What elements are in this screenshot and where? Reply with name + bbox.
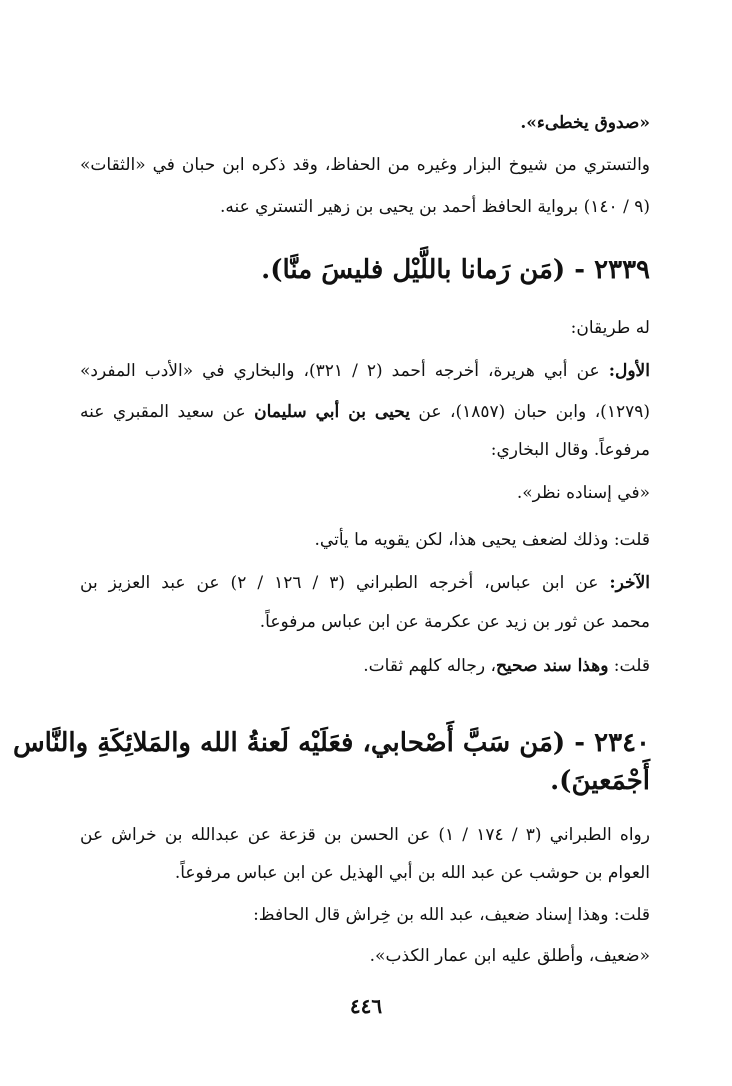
body-line: محمد عن ثور بن زيد عن عكرمة عن ابن عباس مرفوعاً. [259,612,650,632]
hadith-heading: ٢٣٣٩ - (مَن رَمانا باللَّيْل فليسَ منَّا). [261,255,650,285]
body-line: العوام بن حوشب عن عبد الله بن أبي الهذيل عن ابن عباس مرفوعاً. [174,863,650,883]
body-line: الآخر: عن ابن عباس، أخرجه الطبراني (٣ / ١٢٦ / ٢) عن عبد العزيز بن [80,573,650,593]
body-line: والتستري من شيوخ البزار وغيره من الحفاظ، وقد ذكره ابن حبان في «الثقات» [80,155,650,175]
quote-line: «صدوق يخطىء». [520,113,650,133]
body-line: قلت: وذلك لضعف يحيى هذا، لكن يقويه ما يأتي. [314,530,650,550]
verdict-phrase: وهذا سند صحيح [495,656,609,676]
body-line: رواه الطبراني (٣ / ١٧٤ / ١) عن الحسن بن قزعة عن عبدالله بن خراش عن [80,825,650,845]
quote-line: «في إسناده نظر». [516,483,650,503]
quote-line: «ضعيف، وأطلق عليه ابن عمار الكذب». [369,946,650,966]
body-line: الأول: عن أبي هريرة، أخرجه أحمد (٢ / ٣٢١)، والبخاري في «الأدب المفرد» [80,361,650,381]
body-line: (١٢٧٩)، وابن حبان (١٨٥٧)، عن يحيى بن أبي سليمان عن سعيد المقبري عنه [80,402,650,422]
body-line: (٩ / ١٤٠) برواية الحافظ أحمد بن يحيى بن زهير التستري عنه. [219,197,650,217]
narrator-name: يحيى بن أبي سليمان [254,402,410,422]
first-route-label: الأول: [608,361,650,381]
body-line: له طريقان: [570,318,650,338]
body-line: قلت: وهذا سند صحيح، رجاله كلهم ثقات. [363,656,650,676]
hadith-heading-cont: أَجْمَعينَ). [550,766,650,796]
page-number: ٤٤٦ [349,994,383,1018]
hadith-heading: ٢٣٤٠ - (مَن سَبَّ أَصْحابي، فعَلَيْه لَعنةُ الله والمَلائِكَةِ والنَّاس [12,728,650,758]
body-line: مرفوعاً. وقال البخاري: [490,440,650,460]
body-line: قلت: وهذا إسناد ضعيف، عبد الله بن خِراش قال الحافظ: [253,905,650,925]
second-route-label: الآخر: [609,573,650,593]
